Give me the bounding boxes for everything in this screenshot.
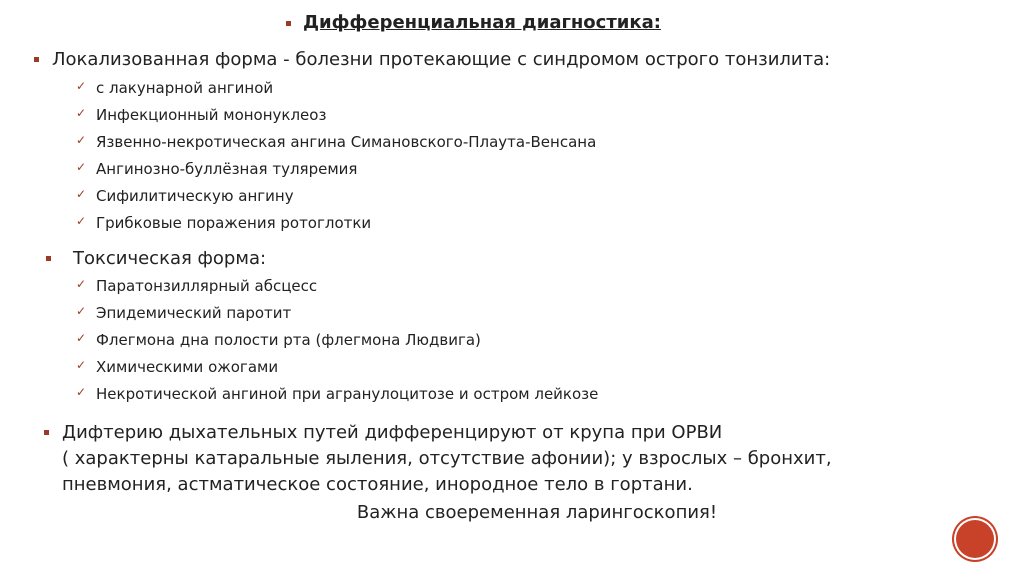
checkmark-icon: ✓ xyxy=(76,132,87,147)
checkmark-icon: ✓ xyxy=(76,276,87,291)
toxic-list xyxy=(76,272,598,407)
square-bullet-icon xyxy=(34,57,39,62)
checkmark-icon: ✓ xyxy=(76,213,87,228)
square-bullet-icon xyxy=(44,430,49,435)
list-item: ✓ Ангинозно-буллёзная туляремия xyxy=(76,159,358,178)
list-item: ✓ Инфекционный мононуклеоз xyxy=(76,105,327,124)
list-item: ✓ Паратонзиллярный абсцесс xyxy=(76,276,318,295)
checkmark-icon: ✓ xyxy=(76,159,87,174)
paragraph-line: пневмония, астматическое состояние, инородное тело в гортани. xyxy=(62,474,693,495)
diphtheria-paragraph xyxy=(44,420,832,498)
toxic-heading: Токсическая форма: xyxy=(46,246,266,271)
checkmark-icon: ✓ xyxy=(76,303,87,318)
list-item: ✓ Эпидемический паротит xyxy=(76,303,292,322)
square-bullet-icon xyxy=(286,21,291,26)
list-item: ✓ Флегмона дна полости рта (флегмона Людвига) xyxy=(76,330,481,349)
checkmark-icon: ✓ xyxy=(76,78,87,93)
checkmark-icon: ✓ xyxy=(76,330,87,345)
slide-title xyxy=(286,12,661,33)
title-text: Дифференциальная диагностика: xyxy=(303,12,661,33)
localized-list xyxy=(76,74,596,236)
square-bullet-icon xyxy=(46,256,51,261)
checkmark-icon: ✓ xyxy=(76,186,87,201)
list-item: ✓ Химическими ожогами xyxy=(76,357,279,376)
important-note: Важна своеременная ларингоскопия! xyxy=(356,502,718,523)
list-item: ✓ с лакунарной ангиной xyxy=(76,78,274,97)
list-item: ✓ Язвенно-некротическая ангина Симановского-Плаута-Венсана xyxy=(76,132,597,151)
list-item: ✓ Грибковые поражения ротоглотки xyxy=(76,213,372,232)
localized-heading: Локализованная форма - болезни протекающие с синдромом острого тонзилита: xyxy=(34,47,830,72)
checkmark-icon: ✓ xyxy=(76,384,87,399)
decorative-circle-icon xyxy=(956,520,994,558)
list-item: ✓ Некротической ангиной при агранулоцитозе и остром лейкозе xyxy=(76,384,599,403)
list-item: ✓ Сифилитическую ангину xyxy=(76,186,294,205)
paragraph-line: ( характерны катаральные яыления, отсутствие афонии); у взрослых – бронхит, xyxy=(62,448,832,469)
checkmark-icon: ✓ xyxy=(76,105,87,120)
paragraph-line: Дифтерию дыхательных путей дифференцируют от крупа при ОРВИ xyxy=(62,422,723,443)
checkmark-icon: ✓ xyxy=(76,357,87,372)
